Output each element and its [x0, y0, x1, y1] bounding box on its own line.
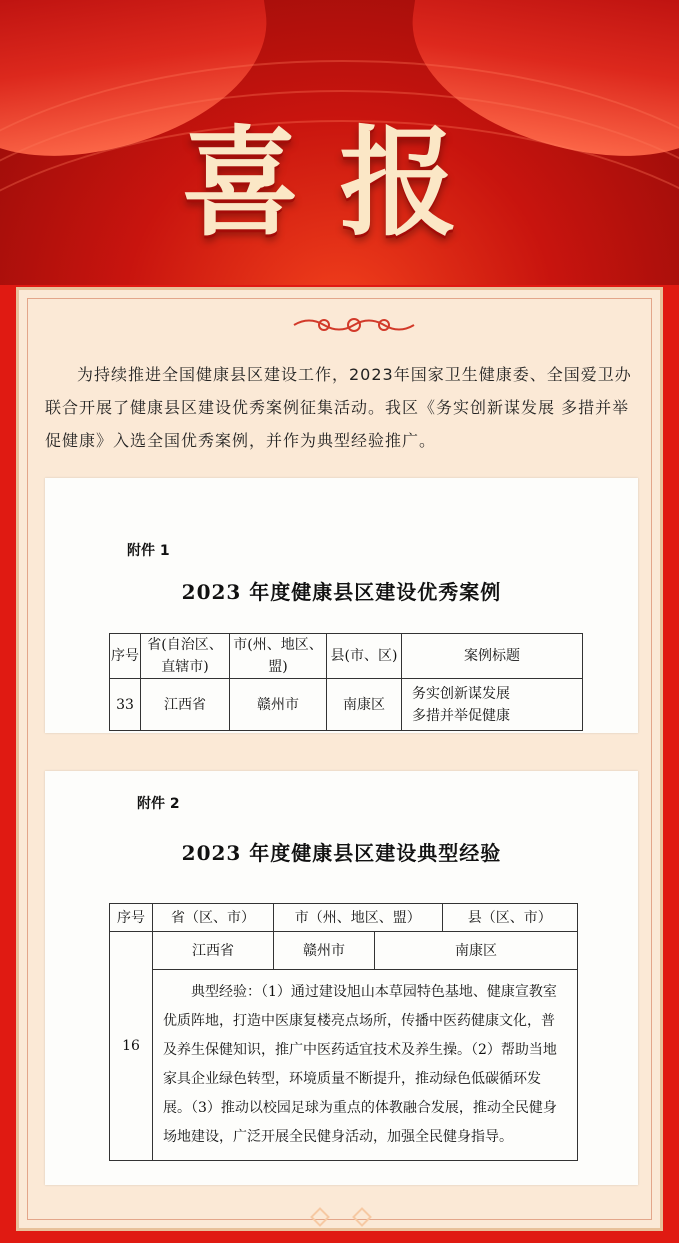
doc-title: 2023 年度健康县区建设优秀案例 — [181, 580, 502, 604]
col-header: 省(自治区、直辖市) — [141, 634, 230, 679]
table-cell: 江西省 — [153, 932, 274, 970]
experience-text: 典型经验：（1）通过建设旭山本草园特色基地、健康宣教室优质阵地，打造中医康复楼亮点场所，传播中医药健康文化，普及养生保健知识，推广中医药适宜技术及养生操。（2）帮助当地家具企业绿色转型，环境质量不断提升，推动绿色低碳循环发展。（3）推动以校园足球为重点的体教融合发展，推动全民健身场地建设，广泛开展全民健身活动，加强全民健身指导。 — [153, 970, 578, 1161]
col-header: 市(州、地区、盟) — [230, 634, 327, 679]
content-frame — [16, 287, 663, 1231]
doc-title: 2023 年度健康县区建设典型经验 — [181, 841, 502, 865]
header-banner — [0, 0, 679, 285]
scroll-ornament-icon — [289, 314, 419, 336]
table-cell: 33 — [110, 679, 141, 731]
col-header: 市（州、地区、盟） — [274, 904, 443, 932]
table-cell: 务实创新谋发展 多措并举促健康 — [402, 679, 583, 731]
table-cell: 赣州市 — [230, 679, 327, 731]
table-cell: 南康区 — [375, 932, 578, 970]
experience-table — [109, 903, 578, 1161]
intro-paragraph: 为持续推进全国健康县区建设工作，2023年国家卫生健康委、全国爱卫办联合开展了健康县区建设优秀案例征集活动。我区《务实创新谋发展 多措并举促健康》入选全国优秀案例，并作为典型经验推广。 — [45, 365, 632, 450]
case-table — [109, 633, 583, 731]
col-header: 案例标题 — [402, 634, 583, 679]
attachment-1-scan — [45, 478, 638, 733]
table-cell: 16 — [110, 932, 153, 1161]
col-header: 序号 — [110, 634, 141, 679]
col-header: 县（区、市） — [442, 904, 577, 932]
col-header: 省（区、市） — [153, 904, 274, 932]
col-header: 县(市、区) — [327, 634, 402, 679]
headline: 喜报 — [181, 113, 498, 252]
attachment-label: 附件 2 — [137, 796, 180, 812]
table-cell: 赣州市 — [274, 932, 375, 970]
table-cell: 江西省 — [141, 679, 230, 731]
col-header: 序号 — [110, 904, 153, 932]
attachment-label: 附件 1 — [127, 543, 170, 559]
table-cell: 南康区 — [327, 679, 402, 731]
attachment-2-scan — [45, 771, 638, 1185]
